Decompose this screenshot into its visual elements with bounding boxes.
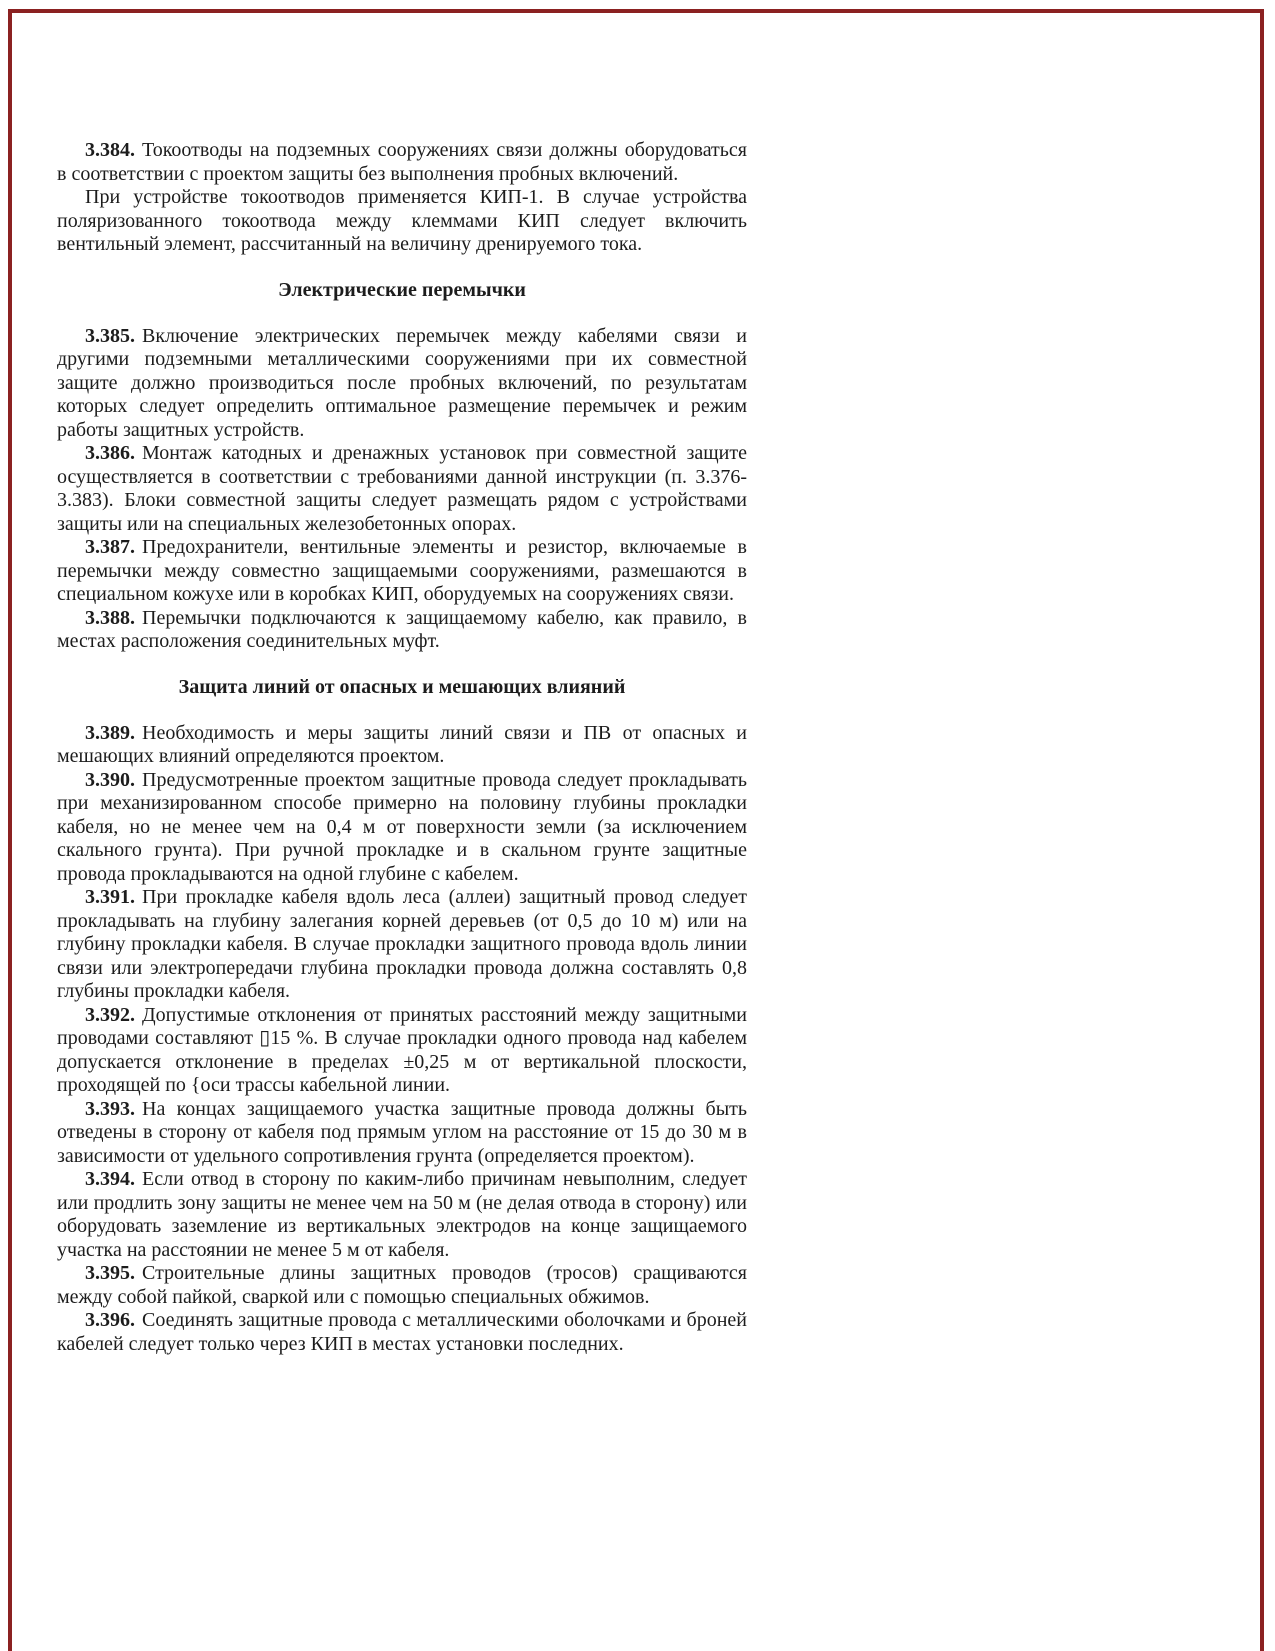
paragraph xyxy=(57,1004,747,1098)
paragraph-number: 3.389. xyxy=(85,721,135,744)
paragraph-number: 3.386. xyxy=(85,442,135,464)
paragraph-text: Токоотводы на подземных сооружениях связи должны оборудоваться в соответствии с проектом защиты без выполнения пробных включений. xyxy=(57,139,747,185)
paragraph-number: 3.396. xyxy=(85,1309,135,1331)
section-heading: Электрические перемычки xyxy=(278,278,526,301)
paragraph-number: 3.385. xyxy=(85,324,135,347)
paragraph-number: 3.391. xyxy=(85,886,135,908)
paragraph-number: 3.388. xyxy=(85,606,135,629)
paragraph-text: Перемычки подключаются к защищаемому кабелю, как правило, в местах расположения соединительных муфт. xyxy=(57,606,747,652)
paragraph-number: 3.395. xyxy=(85,1262,135,1284)
paragraph-number: 3.392. xyxy=(85,1003,135,1026)
paragraph-text: Монтаж катодных и дренажных установок при совместной защите осуществляется в соответствии с требованиями данной инструкции (п. 3.376-3.383). Блоки совместной защиты следует размещать рядом с устройствами защиты или на специальных железобетонных опорах. xyxy=(57,442,747,535)
paragraph xyxy=(57,886,747,1004)
paragraph-text: Включение электрических перемычек между кабелями связи и другими подземными металлическими сооружениями при их совместной защите должно производиться после пробных включений, по результатам которых следует определить оптимальное размещение перемычек и режим работы защитных устройств. xyxy=(57,324,747,441)
paragraph-number: 3.387. xyxy=(85,536,135,558)
page-frame-top-line xyxy=(8,9,1264,13)
paragraph-number: 3.390. xyxy=(85,768,135,791)
paragraph xyxy=(57,1309,747,1356)
paragraph-text: Предусмотренные проектом защитные провода следует прокладывать при механизированном способе примерно на половину глубины прокладки кабеля, но не менее чем на 0,4 м от поверхности земли (за исключением скального грунта). При ручной прокладке и в скальном грунте защитные провода прокладываются на одной глубине с кабелем. xyxy=(57,768,747,885)
paragraph-text: Допустимые отклонения от принятых расстояний между защитными проводами составляют ▯15 %. В случае прокладки одного провода над кабелем допускается отклонение в пределах ±0,25 м от вертикальной плоскости, проходящей по {оси трассы кабельной линии. xyxy=(57,1003,747,1096)
paragraph-text: При устройстве токоотводов применяется КИП-1. В случае устройства поляризованного токоотвода между клеммами КИП следует включить вентильный элемент, рассчитанный на величину дренируемого тока. xyxy=(57,186,747,255)
paragraph xyxy=(57,186,747,257)
page-frame-left-line xyxy=(8,9,12,1651)
paragraph-number: 3.393. xyxy=(85,1097,135,1120)
paragraph-text: Если отвод в сторону по каким-либо причинам невыполним, следует или продлить зону защиты не менее чем на 50 м (не делая отвода в сторону) или оборудовать заземление из вертикальных электродов на конце защищаемого участка на расстоянии не менее 5 м от кабеля. xyxy=(57,1168,747,1261)
paragraph xyxy=(57,769,747,887)
paragraph-text: При прокладке кабеля вдоль леса (аллеи) защитный провод следует прокладывать на глубину залегания корней деревьев (от 0,5 до 10 м) или на глубину прокладки кабеля. В случае прокладки защитного провода вдоль линии связи или электропередачи глубина прокладки провода должна составлять 0,8 глубины прокладки кабеля. xyxy=(57,886,747,1002)
paragraph-number: 3.384. xyxy=(85,139,135,161)
paragraph-text: Строительные длины защитных проводов (тросов) сращиваются между собой пайкой, сваркой или с помощью специальных обжимов. xyxy=(57,1262,747,1308)
paragraph xyxy=(57,536,747,607)
paragraph xyxy=(57,1168,747,1262)
paragraph xyxy=(57,442,747,536)
paragraph-number: 3.394. xyxy=(85,1168,135,1190)
section-heading: Защита линий от опасных и мешающих влияний xyxy=(178,675,626,698)
paragraph-text: Предохранители, вентильные элементы и резистор, включаемые в перемычки между совместно защищаемыми сооружениями, размешаются в специальном кожухе или в коробках КИП, оборудуемых на сооружениях связи. xyxy=(57,536,747,605)
text-column xyxy=(57,139,747,1356)
paragraph-text: На концах защищаемого участка защитные провода должны быть отведены в сторону от кабеля под прямым углом на расстояние от 15 до 30 м в зависимости от удельного сопротивления грунта (определяется проектом). xyxy=(57,1097,747,1167)
paragraph-text: Соединять защитные провода с металлическими оболочками и броней кабелей следует только через КИП в местах установки последних. xyxy=(57,1309,747,1355)
paragraph-text: Необходимость и меры защиты линий связи и ПВ от опасных и мешающих влияний определяются проектом. xyxy=(57,721,747,767)
page-frame-right-line xyxy=(1260,9,1264,1651)
paragraph xyxy=(57,607,747,654)
paragraph xyxy=(57,139,747,186)
paragraph xyxy=(57,722,747,769)
paragraph xyxy=(57,1098,747,1169)
paragraph xyxy=(57,325,747,443)
paragraph xyxy=(57,1262,747,1309)
